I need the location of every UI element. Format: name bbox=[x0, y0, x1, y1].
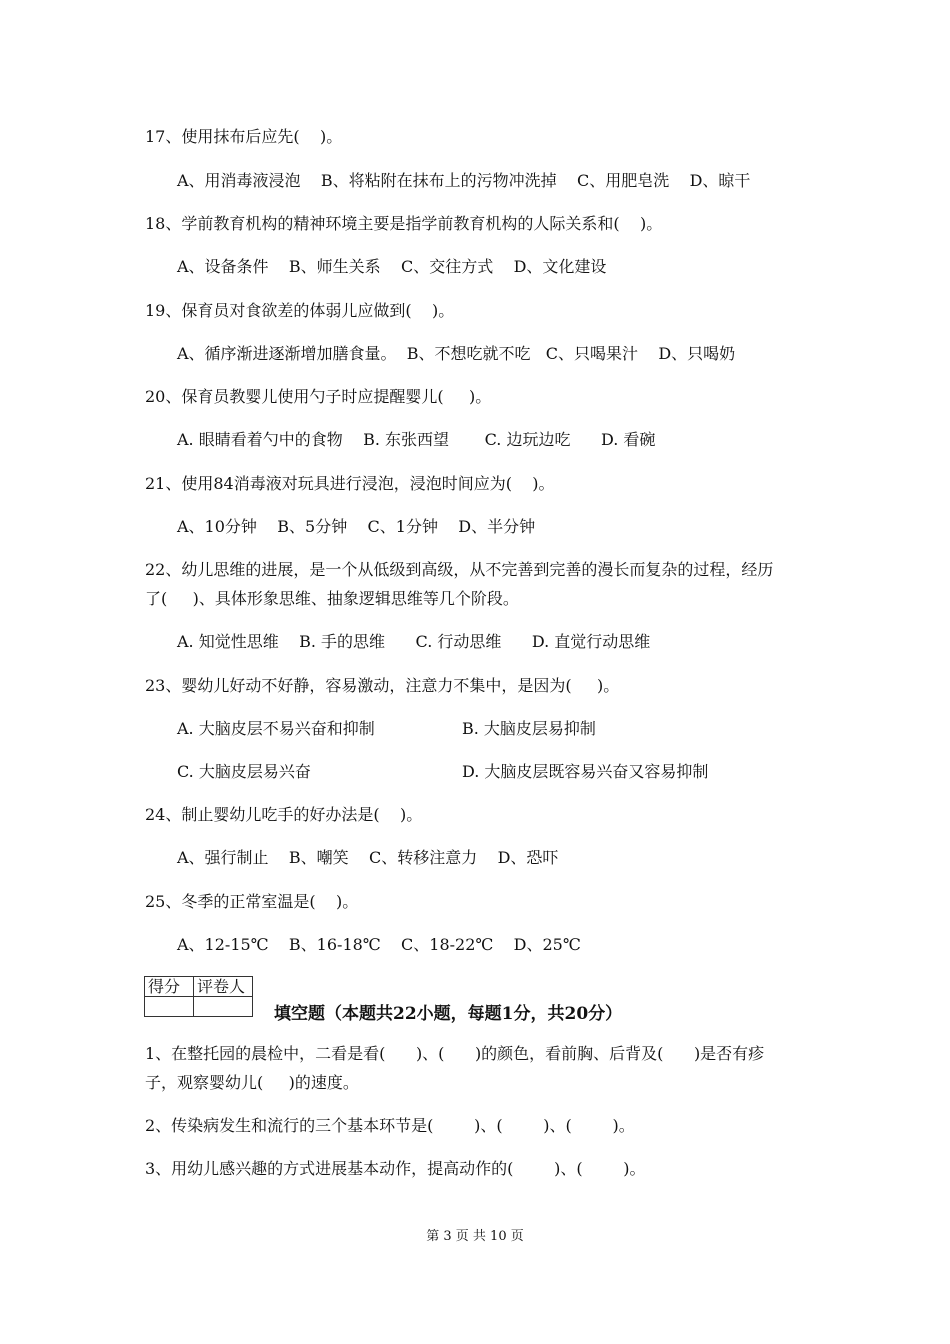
question-20: 20、保育员教婴儿使用勺子时应提醒婴儿( )。 bbox=[145, 387, 492, 406]
score-cell bbox=[145, 997, 194, 1017]
question-23-option-d: D. 大脑皮层既容易兴奋又容易抑制 bbox=[462, 762, 709, 781]
page-footer: 第 3 页 共 10 页 bbox=[426, 1229, 524, 1244]
question-24: 24、制止婴幼儿吃手的好办法是( )。 bbox=[145, 805, 423, 824]
blank-1-line-1: 1、在整托园的晨检中，二看是看( )、( )的颜色，看前胸、后背及( )是否有疹 bbox=[145, 1044, 765, 1063]
question-25-options: A、12-15℃ B、16-18℃ C、18-22℃ D、25℃ bbox=[177, 935, 581, 954]
question-19: 19、保育员对食欲差的体弱儿应做到( )。 bbox=[145, 301, 455, 320]
question-17: 17、使用抹布后应先( )。 bbox=[145, 127, 343, 146]
question-20-options: A. 眼睛看着勺中的食物 B. 东张西望 C. 边玩边吃 D. 看碗 bbox=[177, 430, 656, 449]
score-header: 得分 bbox=[145, 977, 194, 997]
question-17-options: A、用消毒液浸泡 B、将粘附在抹布上的污物冲洗掉 C、用肥皂洗 D、晾干 bbox=[177, 171, 751, 190]
question-23-option-c: C. 大脑皮层易兴奋 bbox=[177, 762, 311, 781]
question-18: 18、学前教育机构的精神环境主要是指学前教育机构的人际关系和( )。 bbox=[145, 214, 663, 233]
question-18-options: A、设备条件 B、师生关系 C、交往方式 D、文化建设 bbox=[177, 257, 607, 276]
grader-cell bbox=[194, 997, 253, 1017]
question-23-option-a: A. 大脑皮层不易兴奋和抑制 bbox=[177, 719, 375, 738]
blank-1-line-2: 子，观察婴幼儿( )的速度。 bbox=[145, 1073, 359, 1092]
question-19-options: A、循序渐进逐渐增加膳食量。 B、不想吃就不吃 C、只喝果汁 D、只喝奶 bbox=[177, 344, 736, 363]
question-22-options: A. 知觉性思维 B. 手的思维 C. 行动思维 D. 直觉行动思维 bbox=[177, 632, 651, 651]
question-22-line-1: 22、幼儿思维的进展，是一个从低级到高级，从不完善到完善的漫长而复杂的过程，经历 bbox=[145, 560, 774, 579]
blank-2: 2、传染病发生和流行的三个基本环节是( )、( )、( )。 bbox=[145, 1116, 635, 1135]
section-title: 填空题（本题共22小题，每题1分，共20分） bbox=[274, 1004, 623, 1024]
blank-3: 3、用幼儿感兴趣的方式进展基本动作，提高动作的( )、( )。 bbox=[145, 1159, 646, 1178]
question-22-line-2: 了( )、具体形象思维、抽象逻辑思维等几个阶段。 bbox=[145, 589, 519, 608]
question-25: 25、冬季的正常室温是( )。 bbox=[145, 892, 359, 911]
grader-header: 评卷人 bbox=[194, 977, 253, 997]
question-23-option-b: B. 大脑皮层易抑制 bbox=[462, 719, 596, 738]
question-23: 23、婴幼儿好动不好静，容易激动，注意力不集中，是因为( )。 bbox=[145, 676, 620, 695]
question-21: 21、使用84消毒液对玩具进行浸泡，浸泡时间应为( )。 bbox=[145, 474, 555, 493]
question-24-options: A、强行制止 B、嘲笑 C、转移注意力 D、恐吓 bbox=[177, 848, 559, 867]
question-21-options: A、10分钟 B、5分钟 C、1分钟 D、半分钟 bbox=[177, 517, 536, 536]
score-table bbox=[144, 976, 253, 1017]
